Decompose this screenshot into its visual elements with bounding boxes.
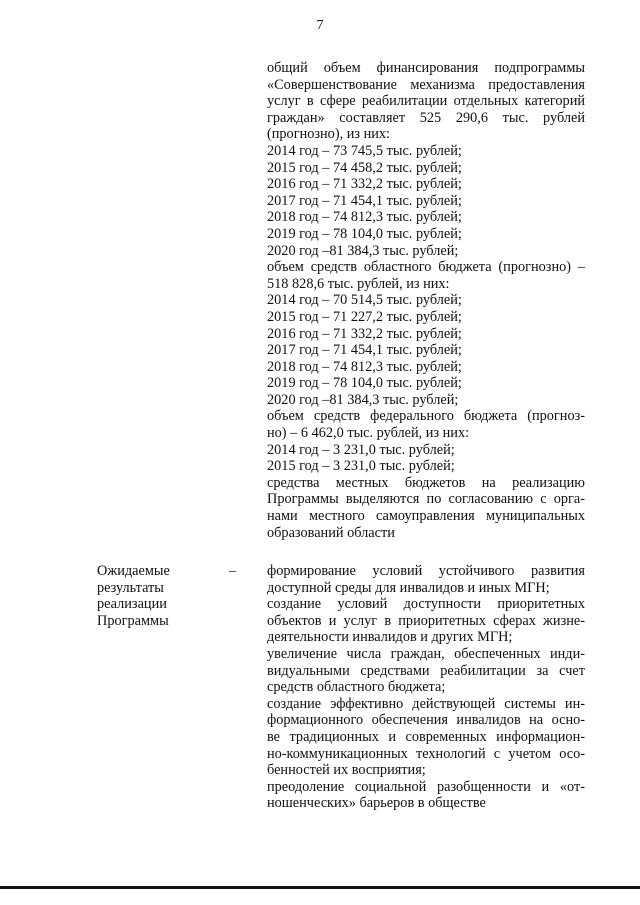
financing-line: Программы выделяются по согласованию с орга- [267, 491, 585, 508]
financing-line: нами местного самоуправления муниципальных [267, 508, 585, 525]
financing-line: 2017 год – 71 454,1 тыс. рублей; [267, 192, 462, 209]
financing-text-block [267, 60, 585, 541]
financing-line: «Совершенствование механизма предоставления [267, 76, 585, 93]
financing-line: услуг в сфере реабилитации отдельных категорий [267, 93, 585, 110]
results-line: бенностей их восприятия; [267, 762, 426, 779]
financing-line: 2015 год – 74 458,2 тыс. рублей; [267, 159, 462, 176]
financing-line: 2014 год – 3 231,0 тыс. рублей; [267, 441, 455, 458]
results-line: деятельности инвалидов и других МГН; [267, 629, 513, 646]
financing-line: объем средств федерального бюджета (прогнoз- [267, 408, 585, 425]
results-line: объектов и услуг в приоритетных сферах жизне- [267, 612, 585, 629]
expected-results-text-block [267, 563, 585, 812]
results-line: увеличение числа граждан, обеспеченных инди- [267, 645, 585, 662]
results-line: видуальными средствами реабилитации за счет [267, 662, 585, 679]
financing-line: граждан» составляет 525 290,6 тыс. рублей [267, 109, 585, 126]
results-label-line: Ожидаемые [97, 563, 170, 579]
results-line: доступной среды для инвалидов и иных МГН; [267, 579, 550, 596]
results-line: формационного обеспечения инвалидов на осно- [267, 712, 585, 729]
financing-line: общий объем финансирования подпрограммы [267, 60, 585, 76]
financing-line: образований области [267, 524, 395, 541]
financing-line: 2016 год – 71 332,2 тыс. рублей; [267, 176, 462, 193]
financing-line: 2016 год – 71 332,2 тыс. рублей; [267, 325, 462, 342]
results-line: но-коммуникационных технологий с учетом осо- [267, 745, 585, 762]
financing-line: 2014 год – 73 745,5 тыс. рублей; [267, 142, 462, 159]
row-dash: – [229, 563, 237, 579]
financing-line: 2020 год –81 384,3 тыс. рублей; [267, 242, 459, 259]
results-label-line: реализации [97, 596, 167, 613]
results-line: ве традиционных и современных информацион- [267, 728, 585, 745]
financing-line: но) – 6 462,0 тыс. рублей, из них: [267, 425, 470, 442]
results-line: средств областного бюджета; [267, 679, 446, 696]
results-label-line: Программы [97, 612, 169, 629]
financing-line: 2020 год –81 384,3 тыс. рублей; [267, 391, 459, 408]
financing-line: 2014 год – 70 514,5 тыс. рублей; [267, 292, 462, 309]
financing-line: 518 828,6 тыс. рублей, из них: [267, 275, 450, 292]
financing-line: 2017 год – 71 454,1 тыс. рублей; [267, 342, 462, 359]
results-line: создание эффективно действующей системы ин- [267, 695, 585, 712]
financing-line: 2018 год – 74 812,3 тыс. рублей; [267, 209, 462, 226]
financing-line: 2015 год – 3 231,0 тыс. рублей; [267, 458, 455, 475]
financing-line: средства местных бюджетов на реализацию [267, 474, 585, 491]
financing-line: 2019 год – 78 104,0 тыс. рублей; [267, 375, 462, 392]
expected-results-label [97, 563, 217, 629]
results-label-line: результаты [97, 579, 164, 596]
financing-line: (прогнозно), из них: [267, 126, 391, 143]
results-line: формирование условий устойчивого развития [267, 563, 585, 579]
financing-line: 2019 год – 78 104,0 тыс. рублей; [267, 225, 462, 242]
page-number: 7 [316, 18, 324, 33]
bottom-rule [0, 886, 640, 889]
financing-line: объем средств областного бюджета (прогнозно) – [267, 259, 585, 276]
financing-line: 2018 год – 74 812,3 тыс. рублей; [267, 358, 462, 375]
results-line: создание условий доступности приоритетных [267, 596, 585, 613]
financing-line: 2015 год – 71 227,2 тыс. рублей; [267, 308, 462, 325]
results-line: ношенческих» барьеров в обществе [267, 795, 486, 812]
results-line: преодоление социальной разобщенности и «от- [267, 778, 585, 795]
